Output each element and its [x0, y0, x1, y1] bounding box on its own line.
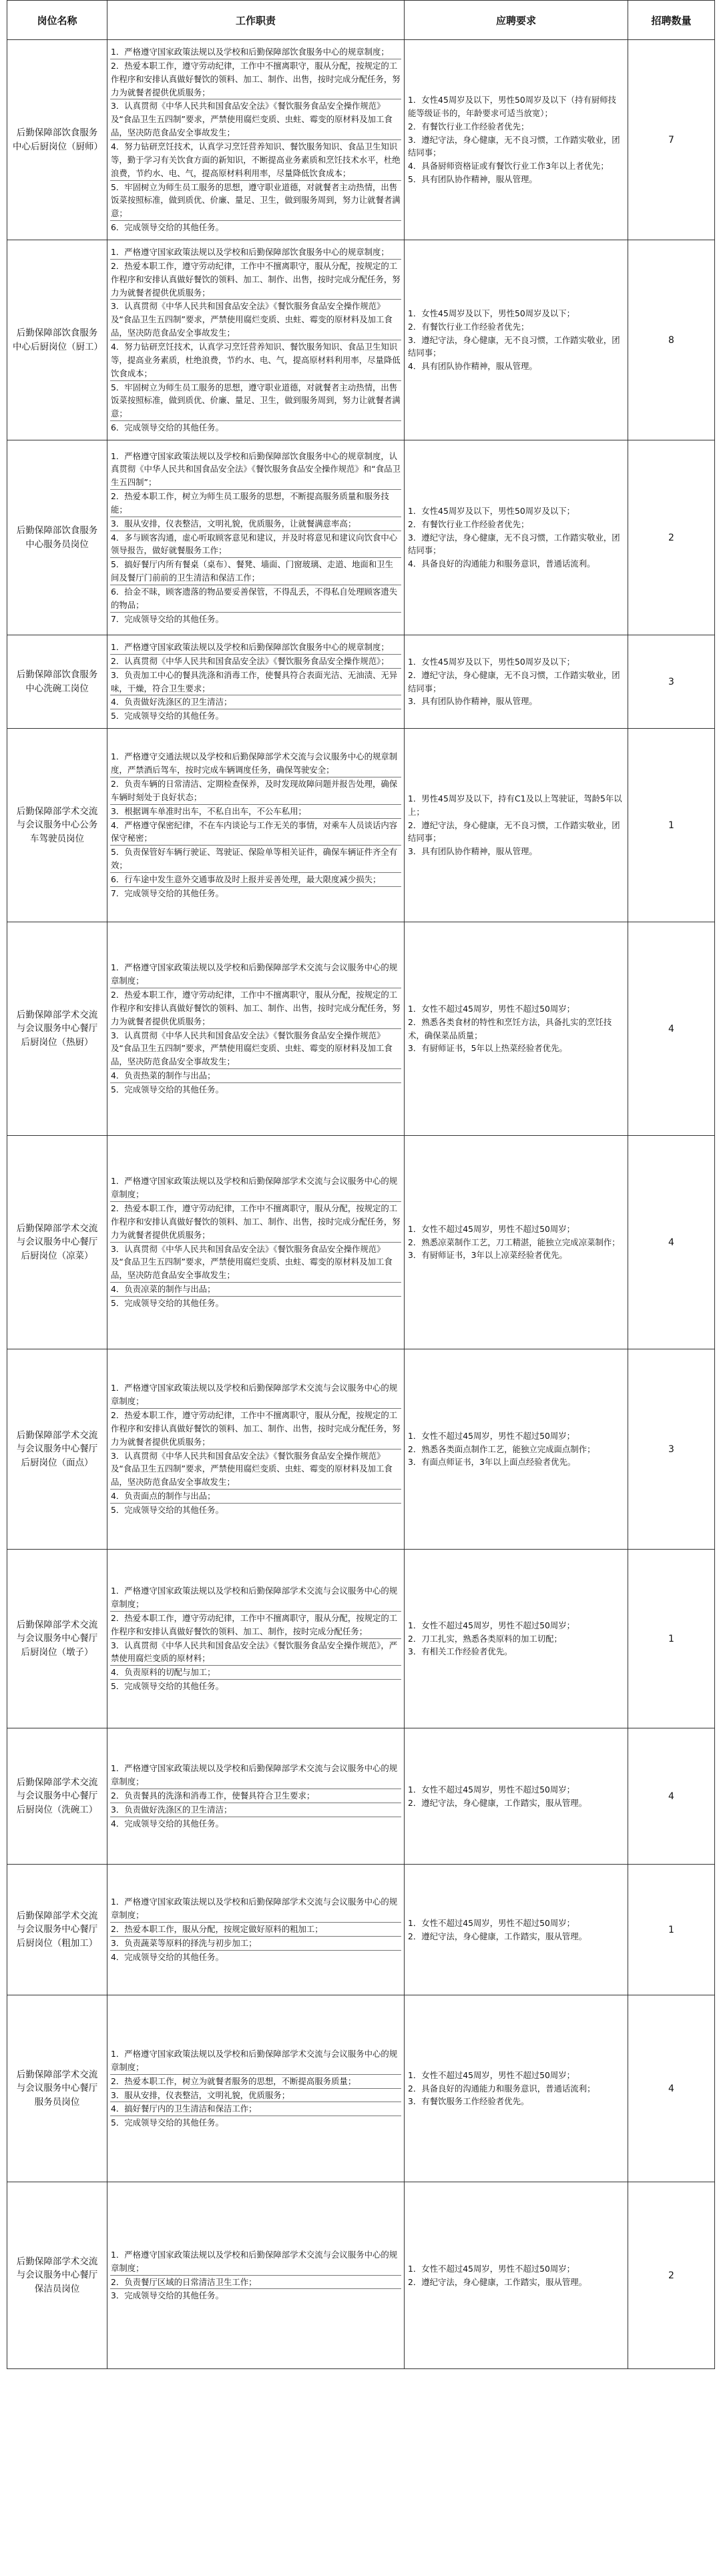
duty-item: 4．负责凉菜的制作与出品； [110, 1283, 401, 1297]
requirements-cell [405, 635, 628, 729]
requirement-item: 2．有餐饮行业工作经验者优先； [408, 519, 529, 529]
duties-cell [107, 1728, 405, 1865]
duty-item: 1．严格遵守国家政策法规以及学校和后勤保障部饮食服务中心的规章制度； [110, 246, 401, 260]
duty-item: 5．完成领导交给的其他任务。 [111, 2118, 224, 2128]
position-name: 后勤保障部学术交流与会议服务中心餐厅后厨岗位（面点） [7, 1349, 107, 1550]
duty-item: 2．热爱本职工作，遵守劳动纪律，工作中不擅离职守，服从分配，按规定的工作程序和安排认真做好餐饮的领料、加工、制作、出售，按时完成分配任务，努力为就餐者提供优质服务； [110, 988, 401, 1029]
hiring-count: 1 [628, 729, 715, 922]
duty-item: 4．负责原料的切配与加工； [110, 1666, 401, 1680]
table-row [7, 40, 715, 240]
duty-item: 1．严格遵守国家政策法规以及学校和后勤保障部学术交流与会议服务中心的规章制度； [110, 2047, 401, 2075]
duties-cell [107, 1136, 405, 1349]
hiring-count: 7 [628, 40, 715, 240]
duty-item: 4．多与顾客沟通，虚心听取顾客意见和建议，并及时将意见和建议向饮食中心领导报告，做好就餐服务工作； [110, 531, 401, 559]
duty-item: 7．完成领导交给的其他任务。 [111, 613, 224, 624]
requirement-item: 3．具有团队协作精神，服从管理。 [408, 846, 537, 857]
requirements-cell [405, 729, 628, 922]
hiring-count: 2 [628, 2182, 715, 2369]
duty-item: 1．严格遵守国家政策法规以及学校和后勤保障部饮食服务中心的规章制度； [110, 641, 401, 655]
duty-item: 3．服从安排，仪表整洁，文明礼貌，优质服务； [110, 2089, 401, 2103]
duty-item: 3．认真贯彻《中华人民共和国食品安全法》《餐饮服务食品安全操作规范》及“食品卫生五四制”要求，严禁使用腐烂变质、虫蛀、霉变的原材料及加工食品，坚决防范食品安全事故发生； [110, 300, 401, 340]
duty-item: 1．严格遵守国家政策法规以及学校和后勤保障部学术交流与会议服务中心的规章制度； [110, 961, 401, 988]
requirement-item: 3．有相关工作经验者优先。 [408, 1646, 513, 1657]
hiring-count: 3 [628, 635, 715, 729]
duty-item: 3．负责加工中心的餐具洗涤和消毒工作，使餐具符合表面光洁、无油渍、无异味，干燥，符合卫生要求； [110, 669, 401, 696]
duty-item: 5．牢固树立为师生员工服务的思想，遵守职业道德，对就餐者主动热情，出售饭菜按照标准，做到质优、价廉、量足、卫生，做到服务周到，努力让就餐者满意； [110, 181, 401, 222]
duty-item: 4．严格遵守保密纪律，不在车内谈论与工作无关的事情，对乘车人员谈话内容保守秘密； [110, 819, 401, 846]
requirement-item: 4．具备厨师资格证或有餐饮行业工作3年以上者优先； [408, 161, 609, 172]
position-name: 后勤保障部饮食服务中心后厨岗位（厨师） [7, 40, 107, 240]
duty-item: 6．拾金不昧，顾客遗落的物品要妥善保管，不得乱丢，不得私自处理顾客遗失的物品； [110, 585, 401, 613]
duties-cell [107, 635, 405, 729]
duty-item: 6．行车途中发生意外交通事故及时上报并妥善处理，最大限度减少损失； [110, 873, 401, 887]
duty-item: 4．努力钻研烹饪技术，认真学习烹饪营养知识、餐饮服务知识、食品卫生知识等，勤于学习有关饮食方面的新知识，不断提高业务素质和烹饪技术水平，杜绝浪费，节约水、电、气，提高原材料利用率，尽量降低饮食成本； [110, 140, 401, 181]
duty-item: 6．完成领导交给的其他任务。 [111, 422, 224, 433]
duties-cell [107, 2182, 405, 2369]
duty-item: 5．完成领导交给的其他任务。 [111, 1084, 224, 1094]
table-row [7, 240, 715, 440]
hiring-count: 1 [628, 1865, 715, 1995]
hiring-count: 4 [628, 922, 715, 1136]
duty-item: 3．认真贯彻《中华人民共和国食品安全法》《餐饮服务食品安全操作规范》，严禁使用腐烂变质的原材料； [110, 1639, 401, 1666]
requirement-item: 2．遵纪守法，身心健康，工作踏实，服从管理。 [408, 2276, 587, 2287]
table-header-row [7, 1, 715, 40]
requirement-item: 2．遵纪守法，身心健康，工作踏实，服从管理。 [408, 1797, 587, 1808]
duty-item: 1．严格遵守国家政策法规以及学校和后勤保障部学术交流与会议服务中心的规章制度； [110, 1762, 401, 1789]
requirement-item: 3．有厨师证书，5年以上热菜经验者优先。 [408, 1043, 567, 1054]
duties-cell [107, 922, 405, 1136]
requirement-item: 1．女性不超过45周岁，男性不超过50周岁； [408, 2263, 575, 2274]
duties-cell [107, 1995, 405, 2182]
requirement-item: 1．女性不超过45周岁，男性不超过50周岁； [408, 1223, 575, 1234]
requirement-item: 2．遵纪守法，身心健康，无不良习惯，工作踏实敬业，团结同事； [408, 669, 620, 693]
table-row [7, 1865, 715, 1995]
duty-item: 1．严格遵守国家政策法规以及学校和后勤保障部学术交流与会议服务中心的规章制度； [110, 1175, 401, 1202]
duty-item: 2．认真贯彻《中华人民共和国食品安全法》《餐饮服务食品安全操作规范》； [110, 655, 401, 669]
header-count: 招聘数量 [628, 1, 715, 40]
requirement-item: 3．有餐饮服务工作经验者优先。 [408, 2096, 529, 2107]
duty-item: 3．认真贯彻《中华人民共和国食品安全法》《餐饮服务食品安全操作规范》及“食品卫生五四制”要求，严禁使用腐烂变质、虫蛀、霉变的原材料及加工食品，坚决防范食品安全事故发生； [110, 1243, 401, 1283]
table-row [7, 1550, 715, 1728]
requirements-cell [405, 1349, 628, 1550]
header-requirements: 应聘要求 [405, 1, 628, 40]
duty-item: 2．热爱本职工作，遵守劳动纪律，工作中不擅离职守，服从分配，按规定的工作程序和安排认真做好餐饮的领料、加工、制作、出售，按时完成分配任务，努力为就餐者提供优质服务； [110, 260, 401, 300]
duty-item: 4．努力钻研烹饪技术，认真学习烹饪营养知识、餐饮服务知识、食品卫生知识等，提高业务素质，杜绝浪费，节约水、电、气，提高原材料利用率，尽量降低饮食成本； [110, 340, 401, 381]
duty-item: 3．认真贯彻《中华人民共和国食品安全法》《餐饮服务食品安全操作规范》及“食品卫生五四制”要求，严禁使用腐烂变质、虫蛀、霉变的原材料及加工食品，坚决防范食品安全事故发生； [110, 1029, 401, 1070]
duty-item: 2．热爱本职工作，服从分配，按规定做好原料的粗加工； [110, 1923, 401, 1937]
duty-item: 3．认真贯彻《中华人民共和国食品安全法》《餐饮服务食品安全操作规范》及“食品卫生五四制”要求，严禁使用腐烂变质、虫蛀、霉变的原材料及加工食品，坚决防范食品安全事故发生； [110, 1450, 401, 1490]
position-name: 后勤保障部学术交流与会议服务中心公务车驾驶员岗位 [7, 729, 107, 922]
duty-item: 1．严格遵守国家政策法规以及学校和后勤保障部学术交流与会议服务中心的规章制度； [110, 1584, 401, 1612]
hiring-count: 8 [628, 240, 715, 440]
duty-item: 2．负责餐厅区域的日常清洁卫生工作； [110, 2276, 401, 2290]
duty-item: 5．完成领导交给的其他任务。 [111, 1681, 224, 1692]
duty-item: 1．严格遵守国家政策法规以及学校和后勤保障部饮食服务中心的规章制度； [110, 45, 401, 59]
duty-item: 2．热爱本职工作，遵守劳动纪律，工作中不擅离职守，服从分配，按规定的工作程序和安排认真做好餐饮的领料、加工、制作，按时完成分配任务； [110, 1612, 401, 1639]
duty-item: 3．完成领导交给的其他任务。 [111, 2290, 224, 2301]
requirement-item: 1．女性45周岁及以下，男性50周岁及以下； [408, 308, 575, 318]
hiring-count: 4 [628, 1728, 715, 1865]
requirements-cell [405, 1728, 628, 1865]
duty-item: 2．热爱本职工作，树立为就餐者服务的思想，不断提高服务质量； [110, 2075, 401, 2089]
position-name: 后勤保障部饮食服务中心洗碗工岗位 [7, 635, 107, 729]
duty-item: 3．根据调车单准时出车，不私自出车，不公车私用； [110, 805, 401, 819]
position-name: 后勤保障部学术交流与会议服务中心餐厅后厨岗位（凉菜） [7, 1136, 107, 1349]
duty-item: 2．负责车辆的日常清洁、定期检查保养，及时发现故障问题并报告处理，确保车辆时刻处于良好状态； [110, 777, 401, 805]
requirements-cell [405, 1995, 628, 2182]
position-name: 后勤保障部学术交流与会议服务中心餐厅服务员岗位 [7, 1995, 107, 2182]
requirements-cell [405, 1550, 628, 1728]
requirements-cell [405, 1865, 628, 1995]
requirement-item: 3．遵纪守法，身心健康，无不良习惯，工作踏实敬业，团结同事； [408, 134, 620, 158]
duty-item: 2．热爱本职工作，遵守劳动纪律，工作中不擅离职守，服从分配，按规定的工作程序和安排认真做好餐饮的领料、加工、制作、出售，按时完成分配任务，努力为就餐者提供优质服务； [110, 1202, 401, 1243]
table-row [7, 440, 715, 635]
duty-item: 7．完成领导交给的其他任务。 [111, 888, 224, 898]
duties-cell [107, 729, 405, 922]
table-row [7, 2182, 715, 2369]
table-row [7, 1136, 715, 1349]
recruitment-document [7, 0, 714, 2369]
hiring-count: 2 [628, 440, 715, 635]
requirements-cell [405, 1136, 628, 1349]
duty-item: 5．牢固树立为师生员工服务的思想，遵守职业道德，对就餐者主动热情，出售饭菜按照标准，做到质优、价廉、量足、卫生，做到服务周到，努力让就餐者满意； [110, 381, 401, 422]
position-name: 后勤保障部学术交流与会议服务中心餐厅后厨岗位（粗加工） [7, 1865, 107, 1995]
table-row [7, 729, 715, 922]
duty-item: 4．负责做好洗涤区的卫生清洁； [110, 695, 401, 709]
duty-item: 3．负责做好洗涤区的卫生清洁； [110, 1803, 401, 1817]
requirement-item: 2．有餐饮行业工作经验者优先； [408, 121, 529, 131]
duty-item: 4．搞好餐厅内的卫生清洁和保洁工作； [110, 2102, 401, 2116]
duty-item: 5．完成领导交给的其他任务。 [111, 1504, 224, 1515]
duty-item: 2．热爱本职工作，遵守劳动纪律，工作中不擅离职守，服从分配，按规定的工作程序和安排认真做好餐饮的领料、加工、制作、出售，按时完成分配任务，努力为就餐者提供优质服务； [110, 59, 401, 100]
hiring-count: 4 [628, 1995, 715, 2182]
duty-item: 3．负责蔬菜等原料的择洗与初步加工； [110, 1937, 401, 1951]
duties-cell [107, 1349, 405, 1550]
position-name: 后勤保障部学术交流与会议服务中心餐厅后厨岗位（墩子） [7, 1550, 107, 1728]
requirement-item: 1．女性不超过45周岁，男性不超过50周岁； [408, 1620, 575, 1630]
table-row [7, 1728, 715, 1865]
duty-item: 2．负责餐具的洗涤和消毒工作，使餐具符合卫生要求； [110, 1789, 401, 1803]
requirements-cell [405, 40, 628, 240]
hiring-count: 1 [628, 1550, 715, 1728]
requirement-item: 5．具有团队协作精神，服从管理。 [408, 174, 537, 185]
requirement-item: 3．遵纪守法，身心健康，无不良习惯，工作踏实敬业，团结同事； [408, 532, 620, 556]
requirement-item: 1．女性不超过45周岁，男性不超过50周岁； [408, 1003, 575, 1014]
duty-item: 1．严格遵守交通法规以及学校和后勤保障部学术交流与会议服务中心的规章制度，严禁酒后驾车，按时完成车辆调度任务，确保驾驶安全； [110, 750, 401, 777]
duty-item: 1．严格遵守国家政策法规以及学校和后勤保障部学术交流与会议服务中心的规章制度； [110, 1895, 401, 1923]
duty-item: 5．完成领导交给的其他任务。 [111, 1297, 224, 1308]
duty-item: 5．负责保管好车辆行驶证、驾驶证、保险单等相关证件，确保车辆证件齐全有效； [110, 846, 401, 873]
duty-item: 1．严格遵守国家政策法规以及学校和后勤保障部学术交流与会议服务中心的规章制度； [110, 1381, 401, 1409]
duty-item: 6．完成领导交给的其他任务。 [111, 222, 224, 233]
requirements-cell [405, 440, 628, 635]
requirement-item: 3．有面点师证书，3年以上面点经验者优先。 [408, 1457, 576, 1468]
position-name: 后勤保障部饮食服务中心后厨岗位（厨工） [7, 240, 107, 440]
requirement-item: 2．刀工扎实，熟悉各类原料的加工切配； [408, 1633, 562, 1644]
duty-item: 2．热爱本职工作，树立为师生员工服务的思想，不断提高服务质量和服务技能； [110, 490, 401, 517]
hiring-count: 4 [628, 1136, 715, 1349]
requirement-item: 2．遵纪守法，身心健康，无不良习惯，工作踏实敬业，团结同事； [408, 820, 620, 844]
duty-item: 4．负责面点的制作与出品； [110, 1490, 401, 1504]
requirement-item: 2．遵纪守法，身心健康，工作踏实，服从管理。 [408, 1931, 587, 1941]
duties-cell [107, 40, 405, 240]
duty-item: 3．认真贯彻《中华人民共和国食品安全法》《餐饮服务食品安全操作规范》及“食品卫生五四制”要求，严禁使用腐烂变质、虫蛀、霉变的原材料及加工食品，坚决防范食品安全事故发生； [110, 99, 401, 140]
requirement-item: 2．熟悉各类面点制作工艺，能独立完成面点制作； [408, 1443, 595, 1454]
duties-cell [107, 1865, 405, 1995]
requirement-item: 1．女性不超过45周岁，男性不超过50周岁； [408, 1784, 575, 1795]
header-duties: 工作职责 [107, 1, 405, 40]
requirement-item: 4．具有团队协作精神，服从管理。 [408, 361, 537, 372]
table-row [7, 635, 715, 729]
requirement-item: 1．女性45周岁及以下，男性50周岁及以下（持有厨师技能等级证书的，年龄要求可适当放宽）； [408, 95, 617, 118]
table-body [7, 40, 715, 2369]
table-row [7, 922, 715, 1136]
requirements-cell [405, 922, 628, 1136]
duties-cell [107, 440, 405, 635]
position-name: 后勤保障部学术交流与会议服务中心餐厅后厨岗位（洗碗工） [7, 1728, 107, 1865]
requirement-item: 1．女性45周岁及以下，男性50周岁及以下； [408, 656, 575, 667]
requirement-item: 2．具备良好的沟通能力和服务意识，普通话流利； [408, 2083, 595, 2094]
duty-item: 5．搞好餐厅内所有餐桌（桌布）、餐凳、墙面、门窗玻璃、走道、地面和卫生间及餐厅门前前的卫生清洁和保洁工作； [110, 558, 401, 585]
requirement-item: 1．男性45周岁及以下，持有C1及以上驾驶证，驾龄5年以上； [408, 793, 622, 817]
duty-item: 4．负责热菜的制作与出品； [110, 1069, 401, 1083]
duty-item: 3．服从安排，仪表整洁，文明礼貌，优质服务，让就餐满意率高； [110, 517, 401, 531]
requirement-item: 3．遵纪守法，身心健康，无不良习惯，工作踏实敬业，团结同事； [408, 334, 620, 358]
requirement-item: 3．具有团队协作精神，服从管理。 [408, 696, 537, 707]
duty-item: 1．严格遵守国家政策法规以及学校和后勤保障部学术交流与会议服务中心的规章制度； [110, 2248, 401, 2276]
hiring-count: 3 [628, 1349, 715, 1550]
position-name: 后勤保障部学术交流与会议服务中心餐厅保洁员岗位 [7, 2182, 107, 2369]
requirement-item: 4．具备良好的沟通能力和服务意识，普通话流利。 [408, 559, 595, 569]
duty-item: 4．完成领导交给的其他任务。 [111, 1951, 224, 1962]
requirement-item: 1．女性不超过45周岁，男性不超过50周岁； [408, 1430, 575, 1441]
duties-cell [107, 240, 405, 440]
requirement-item: 2．有餐饮行业工作经验者优先； [408, 321, 529, 332]
requirement-item: 1．女性不超过45周岁，男性不超过50周岁； [408, 1917, 575, 1928]
header-position: 岗位名称 [7, 1, 107, 40]
requirements-cell [405, 2182, 628, 2369]
requirement-item: 3．有厨师证书，3年以上凉菜经验者优先。 [408, 1250, 567, 1261]
recruitment-table [7, 0, 715, 2369]
duty-item: 1．严格遵守国家政策法规以及学校和后勤保障部饮食服务中心的规章制度，认真贯彻《中华人民共和国食品安全法》《餐饮服务食品安全操作规范》和“食品卫生五四制”； [110, 450, 401, 491]
duty-item: 5．完成领导交给的其他任务。 [111, 711, 224, 721]
position-name: 后勤保障部学术交流与会议服务中心餐厅后厨岗位（热厨） [7, 922, 107, 1136]
requirement-item: 2．熟悉各类食材的特性和烹饪方法，具备扎实的烹饪技术，确保菜品质量； [408, 1016, 612, 1040]
table-row [7, 1995, 715, 2182]
duty-item: 2．热爱本职工作，遵守劳动纪律，工作中不擅离职守，服从分配，按规定的工作程序和安排认真做好餐饮的领料、加工、制作、出售，按时完成分配任务，努力为就餐者提供优质服务； [110, 1409, 401, 1450]
requirement-item: 2．熟悉凉菜制作工艺，刀工精湛，能独立完成凉菜制作； [408, 1237, 620, 1247]
requirement-item: 1．女性45周岁及以下，男性50周岁及以下； [408, 505, 575, 516]
table-row [7, 1349, 715, 1550]
duties-cell [107, 1550, 405, 1728]
position-name: 后勤保障部饮食服务中心服务员岗位 [7, 440, 107, 635]
requirement-item: 1．女性不超过45周岁，男性不超过50周岁； [408, 2069, 575, 2080]
requirements-cell [405, 240, 628, 440]
duty-item: 4．完成领导交给的其他任务。 [111, 1818, 224, 1829]
